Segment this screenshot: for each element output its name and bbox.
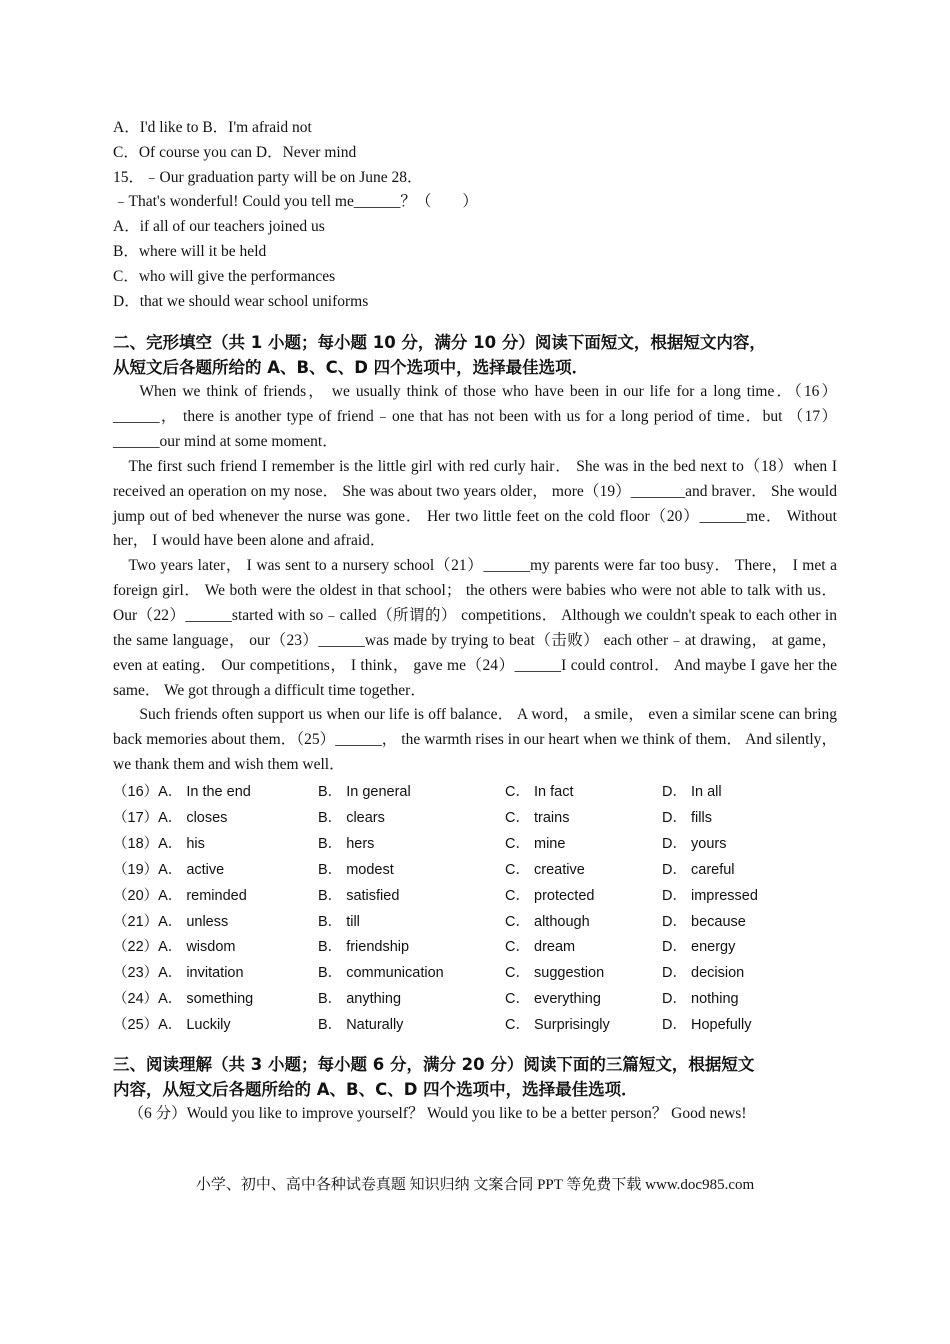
cloze-option-row-21: [113, 907, 837, 933]
option-d: D． Hopefully: [662, 1016, 752, 1033]
option-b: B． hers: [318, 835, 375, 852]
cloze-option-row-18: [113, 830, 837, 856]
option-a: （25）A． Luckily: [113, 1016, 231, 1033]
cloze-paragraph-3: Two years later， I was sent to a nursery school（21）______my parents were far too busy． There， I met a foreign girl． We both were the oldest in that school； the others were babies who were not able to talk with us． Our（22）______started with so﹣called（所谓的） competitions． Although we couldn't speak to each other in the same language， our（23）______was made by trying to beat（击败） each other﹣at drawing， at game， even at eating． Our competitions， I think， gave me（24）______I could control． And maybe I gave her the same． We got through a difficult time together．: [113, 557, 837, 699]
option-c: C． although: [505, 913, 590, 930]
option-a: （21）A． unless: [113, 913, 229, 930]
option-b: B． friendship: [318, 939, 410, 956]
cloze-option-row-20: [113, 881, 837, 907]
option-d: D． because: [662, 913, 746, 930]
option-d: D． decision: [662, 965, 745, 982]
q15-stem: 15．﹣Our graduation party will be on June 28．: [113, 168, 423, 186]
cloze-option-row-24: [113, 985, 837, 1011]
option-d: D． In all: [662, 784, 722, 801]
q15-option-b: B．where will it be held: [113, 242, 267, 260]
reading-intro: （6 分）Would you like to improve yourself？ Would you like to be a better person？ Good news!: [128, 1105, 747, 1123]
option-c: C． In fact: [505, 784, 574, 801]
option-a: （22）A． wisdom: [113, 939, 236, 956]
page-footer: 小学、初中、高中各种试卷真题 知识归纳 文案合同 PPT 等免费下载 www.doc985.com: [195, 1177, 755, 1193]
section-3-heading-line-1: 三、阅读理解（共 3 小题；每小题 6 分，满分 20 分）阅读下面的三篇短文，根据短文: [113, 1055, 755, 1075]
cloze-option-row-17: [113, 804, 837, 830]
q15-option-d: D．that we should wear school uniforms: [113, 292, 369, 310]
option-d: D． nothing: [662, 991, 739, 1008]
option-b: B． modest: [318, 861, 394, 878]
cloze-option-row-25: [113, 1010, 837, 1036]
cloze-paragraph-4: Such friends often support us when our life is off balance． A word， a smile， even a similar scene can bring back memories about them．（25）______， the warmth rises in our heart when we think of them． And silently， we thank them and wish them well．: [113, 706, 837, 774]
q14-option-line-2: C．Of course you can D．Never mind: [113, 143, 357, 161]
q15-stem-reply: ﹣That's wonderful! Could you tell me______？（ ）: [113, 193, 478, 211]
option-b: B． Naturally: [318, 1016, 404, 1033]
section-2-cloze: [113, 330, 837, 1036]
section-3-heading-line-2: 内容，从短文后各题所给的 A、B、C、D 四个选项中，选择最佳选项．: [113, 1080, 638, 1100]
cloze-option-row-19: [113, 855, 837, 881]
section-2-heading-line-2: 从短文后各题所给的 A、B、C、D 四个选项中，选择最佳选项．: [113, 358, 589, 378]
option-b: B． till: [318, 913, 360, 930]
q14-option-line-1: A．I'd like to B．I'm afraid not: [113, 119, 312, 136]
option-d: D． careful: [662, 861, 735, 878]
option-a: （24）A． something: [113, 991, 254, 1008]
option-b: B． satisfied: [318, 887, 400, 904]
option-a: （23）A． invitation: [113, 965, 244, 982]
option-d: D． impressed: [662, 887, 758, 904]
option-a: （20）A． reminded: [113, 887, 247, 904]
option-a: （17）A． closes: [113, 810, 228, 827]
option-a: （19）A． active: [113, 861, 225, 878]
cloze-option-row-23: [113, 959, 837, 985]
option-c: C． protected: [505, 887, 595, 904]
option-c: C． mine: [505, 835, 566, 852]
option-b: B． In general: [318, 784, 411, 801]
option-d: D． yours: [662, 835, 727, 852]
question-15: [113, 166, 837, 315]
option-c: C． everything: [505, 991, 601, 1008]
cloze-options-table: [113, 778, 837, 1036]
cloze-paragraph-2: The first such friend I remember is the little girl with red curly hair． She was in the bed next to（18）when I received an operation on my nose． She was about two years older， more（19）_______and braver． She would jump out of bed whenever the nurse was gone． Her two little feet on the cold floor（20）______me． Without her， I would have been alone and afraid．: [113, 457, 837, 550]
option-b: B． anything: [318, 991, 402, 1008]
option-c: C． suggestion: [505, 965, 605, 982]
question-14-options: [113, 116, 837, 166]
cloze-paragraph-1: When we think of friends， we usually think of those who have been in our life for a long time．（16）______， there is another type of friend﹣one that has not been with us for a long period of time．but （17）______our mind at some moment．: [113, 383, 837, 451]
option-c: C． dream: [505, 939, 576, 956]
q15-option-a: A．if all of our teachers joined us: [113, 218, 325, 236]
option-b: B． clears: [318, 810, 385, 827]
section-2-heading-line-1: 二、完形填空（共 1 小题；每小题 10 分，满分 10 分）阅读下面短文，根据短文内容，: [113, 333, 766, 353]
option-a: （16）A． In the end: [113, 784, 251, 801]
option-d: D． energy: [662, 939, 736, 956]
option-b: B． communication: [318, 965, 444, 982]
option-c: C． trains: [505, 810, 570, 827]
cloze-option-row-16: [113, 778, 837, 804]
option-d: D． fills: [662, 810, 712, 827]
option-c: C． Surprisingly: [505, 1016, 610, 1033]
q15-option-c: C．who will give the performances: [113, 267, 336, 285]
cloze-option-row-22: [113, 933, 837, 959]
section-3-reading: [113, 1052, 837, 1127]
option-a: （18）A． his: [113, 835, 205, 852]
option-c: C． creative: [505, 861, 585, 878]
exam-page: [113, 116, 837, 1127]
